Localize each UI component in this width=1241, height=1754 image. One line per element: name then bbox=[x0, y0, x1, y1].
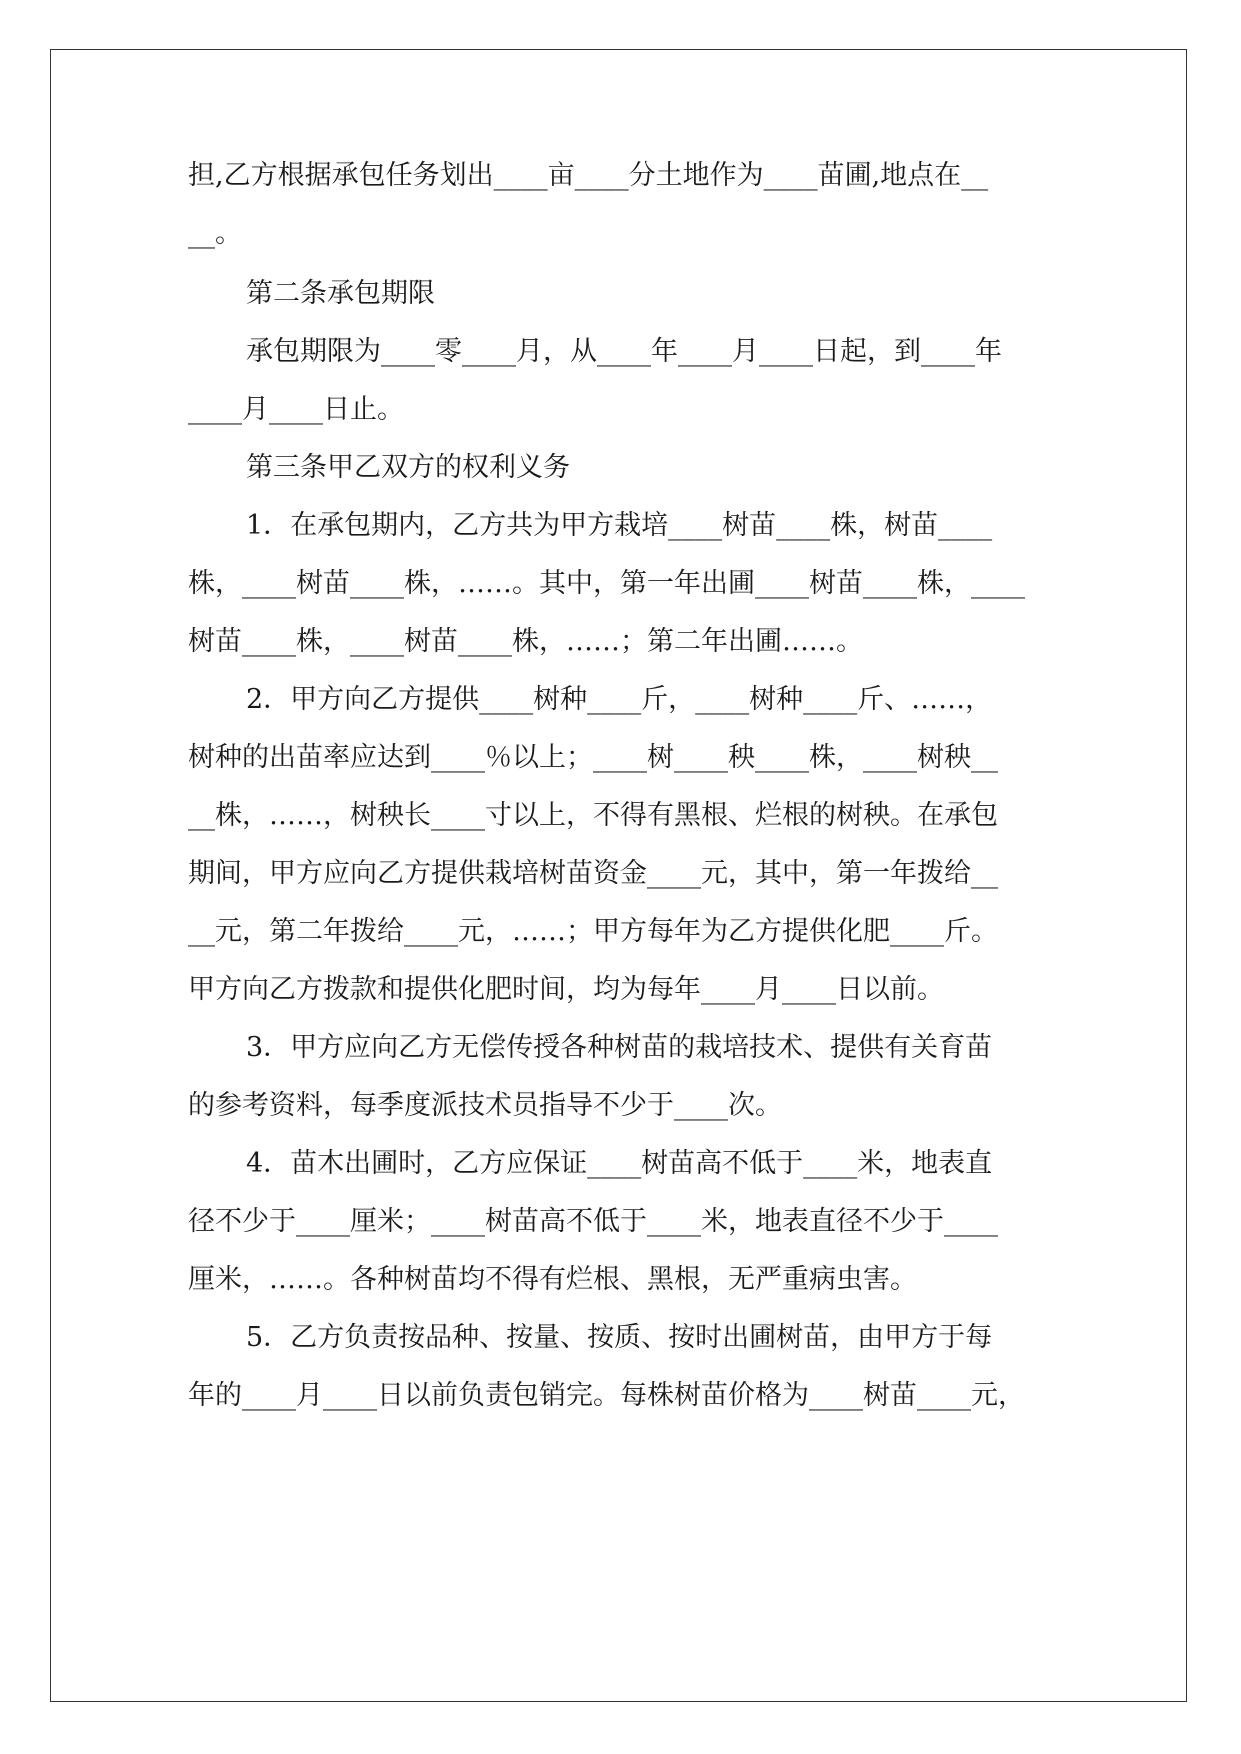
text-line: 株，____树苗____株，……。其中，第一年出圃____树苗____株，____ bbox=[188, 568, 1025, 599]
text-line: __元，第二年拨给____元，……；甲方每年为乙方提供化肥____斤。 bbox=[188, 916, 998, 947]
text-line: 厘米，……。各种树苗均不得有烂根、黑根，无严重病虫害。 bbox=[188, 1264, 917, 1295]
text-line: 期间，甲方应向乙方提供栽培树苗资金____元，其中，第一年拨给__ bbox=[188, 858, 998, 889]
text-line: 树苗____株，____树苗____株，……；第二年出圃……。 bbox=[188, 626, 863, 657]
text-line: 径不少于____厘米；____树苗高不低于____米，地表直径不少于____ bbox=[188, 1206, 998, 1237]
section-heading: 第二条承包期限 bbox=[246, 278, 435, 309]
text-line: 1．在承包期内，乙方共为甲方栽培____树苗____株，树苗____ bbox=[246, 510, 993, 541]
text-line: 承包期限为____零____月，从____年____月____日起，到____年 bbox=[246, 336, 1002, 367]
text-line: 年的____月____日以前负责包销完。每株树苗价格为____树苗____元， bbox=[188, 1380, 1025, 1411]
text-line: 担,乙方根据承包任务划出____亩____分土地作为____苗圃,地点在__ bbox=[188, 160, 989, 191]
text-line: 2．甲方向乙方提供____树种____斤，____树种____斤、……， bbox=[246, 684, 993, 715]
section-heading: 第三条甲乙双方的权利义务 bbox=[246, 452, 570, 483]
text-line: __株，……，树秧长____寸以上，不得有黑根、烂根的树秧。在承包 bbox=[188, 800, 998, 831]
text-line: 3．甲方应向乙方无偿传授各种树苗的栽培技术、提供有关育苗 bbox=[246, 1032, 993, 1063]
text-line: 4．苗木出圃时，乙方应保证____树苗高不低于____米，地表直 bbox=[246, 1148, 993, 1179]
text-line: 的参考资料，每季度派技术员指导不少于____次。 bbox=[188, 1090, 782, 1121]
text-line: 树种的出苗率应达到____％以上；____树____秧____株，____树秧__ bbox=[188, 742, 998, 773]
text-line: __。 bbox=[188, 218, 242, 249]
text-line: 甲方向乙方拨款和提供化肥时间，均为每年____月____日以前。 bbox=[188, 974, 944, 1005]
text-line: ____月____日止。 bbox=[188, 394, 404, 425]
text-line: 5．乙方负责按品种、按量、按质、按时出圃树苗，由甲方于每 bbox=[246, 1322, 993, 1353]
